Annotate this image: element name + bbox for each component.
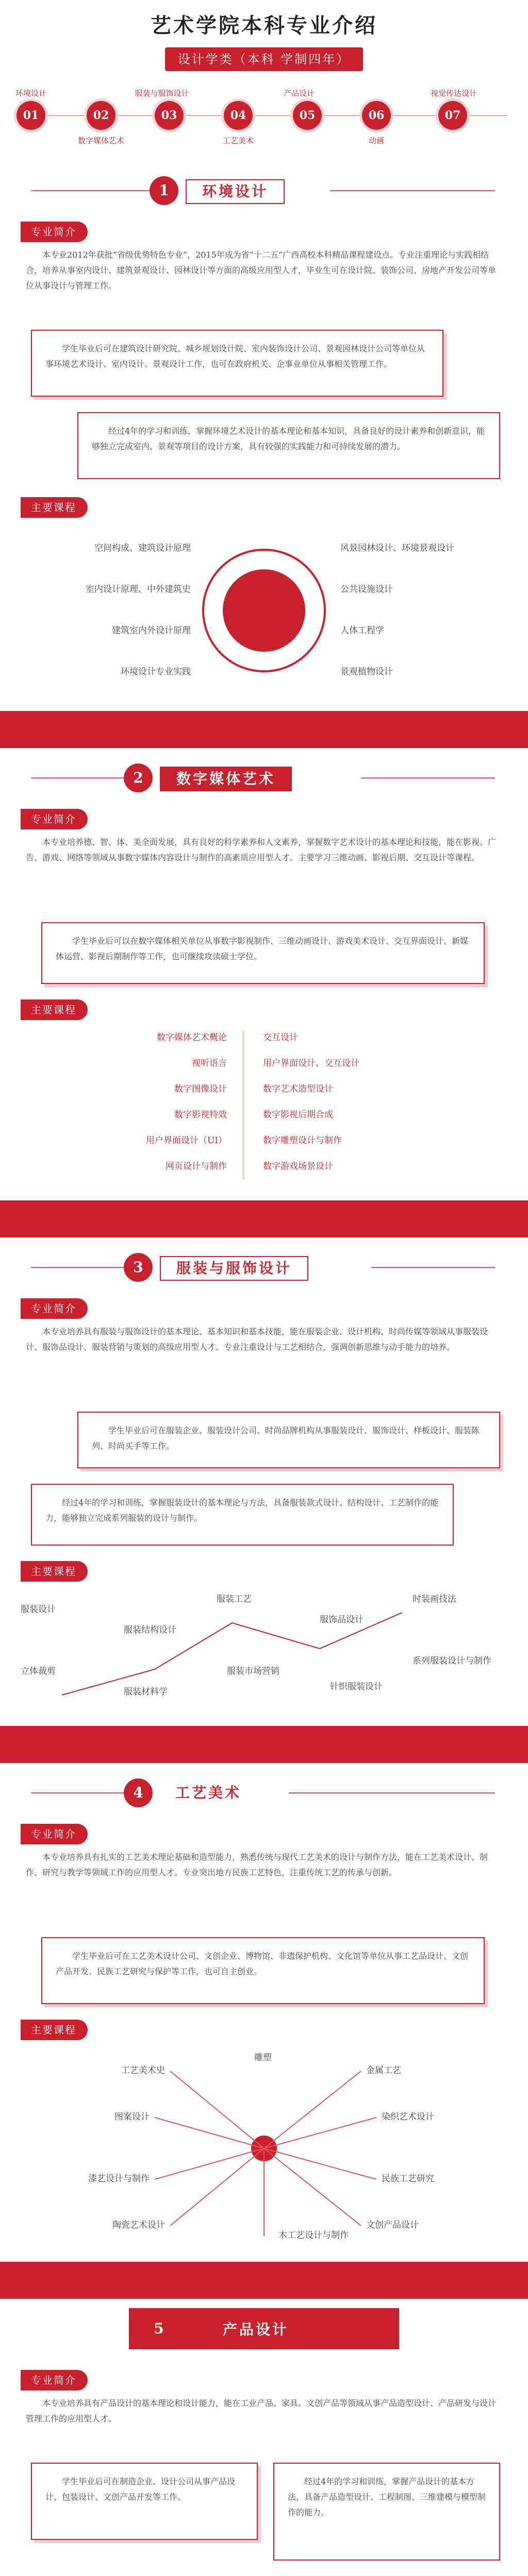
nav-circle-2[interactable]: 02 [87, 101, 116, 130]
course: 民族工艺研究 [382, 2174, 434, 2184]
section-2-intro-text: 本专业培养德、智、体、美全面发展，具有良好的科学素养和人文素养，掌握数字艺术设计的基本理论和技能，能在影视、广告、游戏、网络等领域从事数字媒体内容设计与制作的高素质应用型人才。主要学习三维动画、影视后期、交互设计等课程。 [26, 837, 497, 862]
course: 公共设施设计 [340, 584, 393, 595]
course: 立体裁剪 [21, 1666, 56, 1676]
course: 网页设计与制作 [166, 1161, 227, 1172]
section-5-number: 5 [154, 2320, 164, 2337]
nav-circle-5[interactable]: 05 [293, 101, 322, 130]
section-4-note-1 [41, 1937, 485, 2004]
course: 环境设计专业实践 [121, 667, 191, 677]
section-3-footer [0, 1726, 528, 1763]
course: 人体工程学 [340, 625, 384, 636]
section-3-number: 3 [124, 1253, 153, 1282]
nav-circle-6[interactable]: 06 [362, 101, 391, 130]
course: 数字图像设计 [174, 1084, 227, 1094]
section-4-intro-text: 本专业培养具有扎实的工艺美术理论基础和造型能力，熟悉传统与现代工艺美术的设计与制作方法，能在工艺美术设计、制作、研究与教学等领域工作的应用型人才。专业突出地方民族工艺特色，注重传统工艺的传承与创新。 [26, 1852, 488, 1877]
course: 陶瓷艺术设计 [112, 2220, 165, 2230]
section-2-header [0, 757, 528, 799]
course: 用户界面设计、交互设计 [263, 1058, 359, 1069]
course: 雕塑 [254, 2053, 272, 2063]
section-1-header [0, 170, 528, 211]
course: 数字影视特效 [174, 1110, 227, 1120]
section-4-note-1-text: 学生毕业后可在工艺美术设计公司、文创企业、博物馆、非遗保护机构、文化馆等单位从事工艺品设计、文创产品开发、民族工艺研究与保护等工作，也可自主创业。 [56, 1951, 469, 1976]
section-1-note-1 [31, 330, 443, 397]
course: 视听语言 [192, 1058, 227, 1069]
course: 服装工艺 [217, 1594, 252, 1604]
section-4-footer [0, 2262, 528, 2299]
section-5-note-1 [31, 2463, 258, 2540]
course: 工艺美术史 [121, 2065, 165, 2076]
nav-circle-7[interactable]: 07 [438, 101, 467, 130]
course: 数字雕塑设计与制作 [263, 1136, 342, 1146]
section-1-title: 环境设计 [186, 179, 285, 204]
course: 木工艺设计与制作 [278, 2230, 349, 2241]
section-4-courses-tag: 主要课程 [21, 2020, 88, 2040]
section-4-header [0, 1772, 528, 1814]
course: 建筑室内外设计原理 [112, 625, 191, 636]
section-2-note-1 [41, 922, 485, 984]
course: 图案设计 [114, 2112, 150, 2122]
section-3-course-flow [0, 1592, 528, 1716]
course: 漆艺设计与制作 [88, 2174, 150, 2184]
nav-label-6[interactable]: 动画 [368, 136, 384, 145]
nav-label-3[interactable]: 服装与服饰设计 [135, 89, 189, 98]
section-4-spokes [0, 2050, 528, 2246]
section-1-course-wheel [0, 526, 528, 696]
section-2-courses-tag: 主要课程 [21, 999, 88, 1020]
nav-label-1[interactable]: 环境设计 [15, 89, 46, 98]
course: 系列服装设计与制作 [412, 1656, 491, 1666]
section-1-footer [0, 711, 528, 748]
section-2-intro-tag: 专业简介 [21, 809, 88, 829]
section-2-note-1-text: 学生毕业后可以在数字媒体相关单位从事数字影视制作、三维动画设计、游戏美术设计、交互界面设计、新媒体运营、影视后期制作等工作，也可继续攻读硕士学位。 [56, 936, 469, 961]
course: 染织艺术设计 [382, 2112, 434, 2122]
section-3-title: 服装与服饰设计 [160, 1256, 308, 1281]
section-5-intro-tag: 专业简介 [21, 2370, 88, 2391]
section-1-courses-tag: 主要课程 [21, 497, 88, 518]
course: 服装设计 [21, 1604, 56, 1615]
course: 服装材料学 [124, 1687, 168, 1697]
course: 景观植物设计 [340, 667, 393, 677]
section-5-note-2 [273, 2463, 500, 2561]
section-1-intro-text: 本专业2012年获批“省级优势特色专业”，2015年成为省“十二五”广西高校本科精品课程建设点。专业注重理论与实践相结合，培养从事室内设计、建筑景观设计、园林设计等方面的高级应用型人才，毕业生可在设计院、装饰公司、房地产开发公司等单位从事设计与管理工作。 [26, 250, 497, 291]
course: 时装画技法 [412, 1594, 456, 1604]
section-4-intro-tag: 专业简介 [21, 1824, 88, 1844]
page-title: 艺术学院本科专业介绍 [151, 13, 377, 38]
nav-circle-4[interactable]: 04 [224, 101, 253, 130]
course: 数字艺术造型设计 [263, 1084, 333, 1094]
section-2-footer [0, 1200, 528, 1238]
course: 交互设计 [263, 1032, 298, 1043]
section-1-note-2 [77, 412, 500, 479]
section-1-hub [223, 569, 305, 652]
course: 数字游戏场景设计 [263, 1161, 333, 1172]
section-2-title: 数字媒体艺术 [160, 767, 292, 791]
course: 用户界面设计（UI） [145, 1136, 227, 1146]
section-5-intro-text: 本专业培养具有产品设计的基本理论和设计能力，能在工业产品、家具、文创产品等领域从事产品造型设计、产品研发与设计管理工作的应用型人才。 [26, 2398, 497, 2424]
course: 服饰品设计 [320, 1615, 364, 1625]
course: 风景园林设计、环境景观设计 [340, 543, 454, 553]
course: 空间构成、建筑设计原理 [94, 543, 191, 553]
course: 服装结构设计 [124, 1625, 176, 1635]
section-1-note-1-text: 学生毕业后可在建筑设计研究院、城乡规划设计院、室内装饰设计公司、景观园林设计公司等单位从事环境艺术设计、室内设计、景观设计工作，也可在政府机关、企事业单位从事相关管理工作。 [45, 344, 425, 369]
section-1-number: 1 [150, 176, 178, 205]
section-3-header [0, 1247, 528, 1288]
nav-label-2[interactable]: 数字媒体艺术 [77, 136, 124, 145]
section-4-title: 工艺美术 [160, 1782, 257, 1804]
course: 数字影视后期合成 [263, 1110, 333, 1120]
course: 金属工艺 [366, 2065, 401, 2076]
nav-label-4[interactable]: 工艺美术 [222, 136, 254, 145]
course: 室内设计原理、中外建筑史 [86, 584, 191, 595]
course: 针织服装设计 [330, 1682, 383, 1692]
section-4-course-wheel [0, 2050, 528, 2246]
nav-circle-1[interactable]: 01 [16, 101, 45, 130]
section-3-note-1 [77, 1412, 500, 1468]
page-subtitle: 设计学类（本科 学制四年） [165, 47, 363, 71]
section-3-note-1-text: 学生毕业后可在服装企业、服装设计公司、时尚品牌机构从事服装设计、服饰设计、样板设计、服装陈列、时尚买手等工作。 [92, 1426, 480, 1451]
nav-label-7[interactable]: 视觉传达设计 [430, 89, 477, 98]
section-5-title: 产品设计 [206, 2317, 305, 2342]
nav-label-5[interactable]: 产品设计 [283, 89, 315, 98]
section-2-number: 2 [124, 764, 153, 792]
nav-circle-3[interactable]: 03 [155, 101, 184, 130]
section-3-intro-tag: 专业简介 [21, 1298, 88, 1319]
section-4-number: 4 [124, 1778, 153, 1807]
section-3-note-2-text: 经过4年的学习和训练，掌握服装设计的基本理论与方法，具备服装款式设计、结构设计、工艺制作的能力，能够独立完成系列服装的设计与制作。 [45, 1498, 439, 1523]
section-3-courses-tag: 主要课程 [21, 1561, 88, 1582]
section-5-note-1-text: 学生毕业后可在制造企业、设计公司从事产品设计、包装设计、文创产品开发等工作。 [45, 2477, 236, 2502]
section-1-intro-tag: 专业简介 [21, 222, 88, 242]
section-2-course-map [0, 1030, 528, 1185]
course: 文创产品设计 [366, 2220, 419, 2230]
section-3-intro-text: 本专业培养具有服装与服饰设计的基本理论、基本知识和基本技能，能在服装企业、设计机构、时尚传媒等领域从事服装设计、服饰品设计、服装营销与策划的高级应用型人才。专业注重设计与工艺相结合，强调创新思维与动手能力的培养。 [26, 1327, 488, 1352]
nav-bar [0, 77, 528, 160]
section-5-note-2-text: 经过4年的学习和训练，掌握产品设计的基本方法，具备产品造型设计、工程制图、三维建模与模型制作的能力。 [288, 2477, 486, 2517]
section-3-note-2 [31, 1484, 454, 1546]
section-5-header [0, 2308, 528, 2349]
section-1-note-2-text: 经过4年的学习和训练，掌握环境艺术设计的基本理论和基本知识，具备良好的设计素养和创新意识，能够独立完成室内、景观等项目的设计方案，具有较强的实践能力和可持续发展的潜力。 [92, 426, 485, 451]
course: 数字媒体艺术概论 [157, 1032, 227, 1043]
course: 服装市场营销 [227, 1666, 279, 1676]
